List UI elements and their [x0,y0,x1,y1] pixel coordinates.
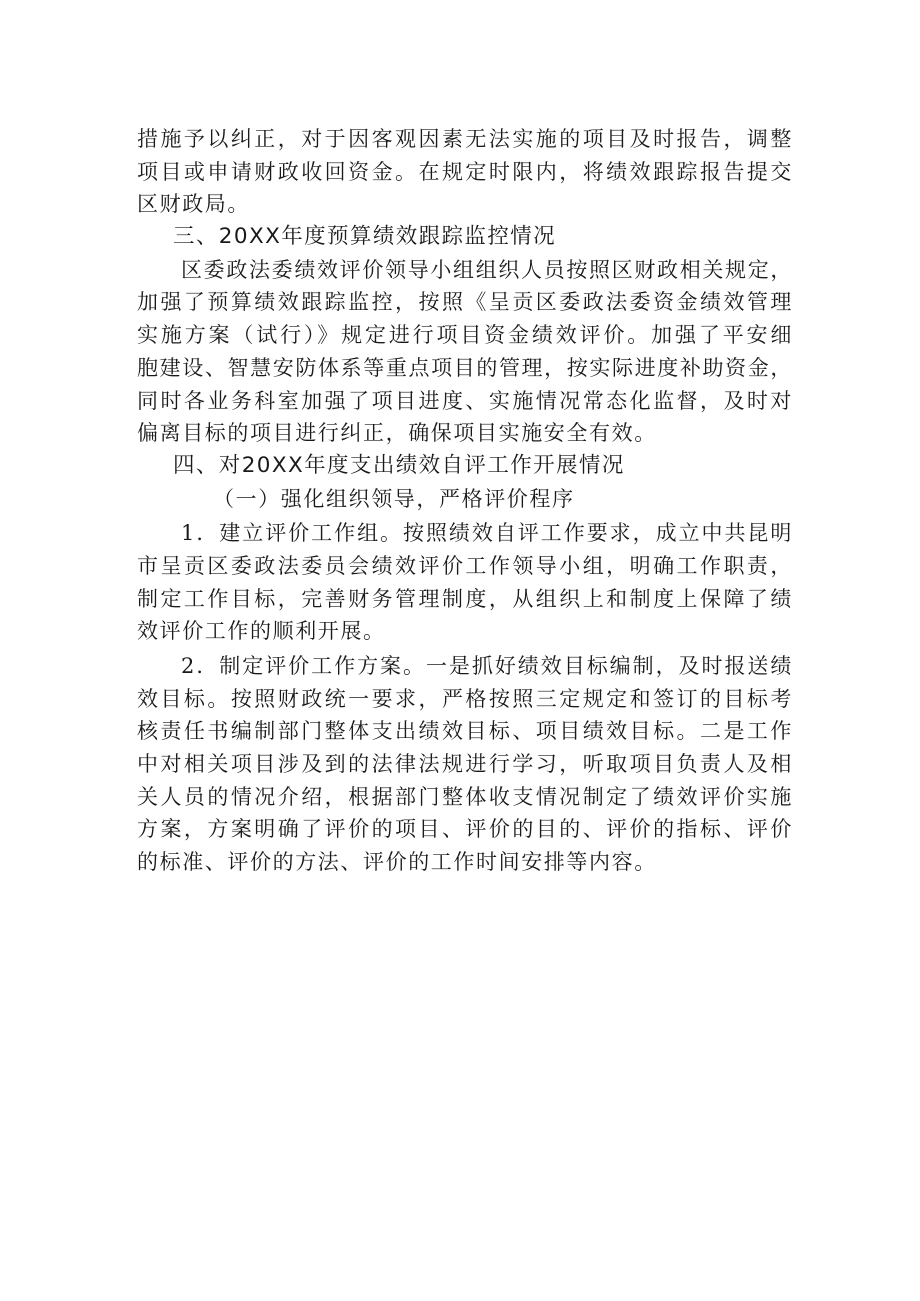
paragraph-line: 效目标。按照财政统一要求，严格按照三定规定和签订的目标考 [137,686,793,711]
paragraph-line: 措施予以纠正，对于因客观因素无法实施的项目及时报告，调整 [137,127,793,151]
paragraph-line: 2．制定评价工作方案。一是抓好绩效目标编制，及时报送绩 [181,654,793,678]
paragraph-line: 偏离目标的项目进行纠正，确保项目实施安全有效。 [137,421,657,446]
paragraph-continuation [137,123,793,221]
paragraph-line: 效评价工作的顺利开展。 [137,619,386,644]
paragraph-line: 制定工作目标，完善财务管理制度，从组织上和制度上保障了绩 [137,586,793,611]
subsection-heading-1: （一）强化组织领导，严格评价程序 [213,486,575,511]
paragraph-line: 核责任书编制部门整体支出绩效目标、项目绩效目标。二是工作 [137,719,793,744]
paragraph-line: 方案，方案明确了评价的项目、评价的目的、评价的指标、评价 [137,817,793,842]
paragraph-line: 区财政局。 [137,192,250,217]
paragraph-line: 胞建设、智慧安防体系等重点项目的管理，按实际进度补助资金， [137,355,793,380]
paragraph-line: 加强了预算绩效跟踪监控，按照《呈贡区委政法委资金绩效管理 [137,290,793,315]
paragraph-line: 1．建立评价工作组。按照绩效自评工作要求，成立中共昆明 [181,521,793,546]
paragraph-line: 市呈贡区委政法委员会绩效评价工作领导小组，明确工作职责， [137,553,793,578]
paragraph-line: 同时各业务科室加强了项目进度、实施情况常态化监督，及时对 [137,388,793,413]
paragraph-line: 区委政法委绩效评价领导小组组织人员按照区财政相关规定， [181,257,793,282]
paragraph-line: 项目或申请财政收回资金。在规定时限内，将绩效跟踪报告提交 [137,159,793,184]
paragraph-item-2 [137,650,793,879]
paragraph-budget-monitoring [137,254,793,450]
paragraph-line: 中对相关项目涉及到的法律法规进行学习，听取项目负责人及相 [137,752,793,777]
paragraph-line: 的标准、评价的方法、评价的工作时间安排等内容。 [137,850,657,875]
paragraph-line: 实施方案（试行）》规定进行项目资金绩效评价。加强了平安细 [137,323,793,348]
paragraph-line: 关人员的情况介绍，根据部门整体收支情况制定了绩效评价实施 [137,784,793,809]
section-heading-3: 三、20XX年度预算绩效跟踪监控情况 [173,224,557,250]
paragraph-item-1 [137,517,793,648]
section-heading-4: 四、对20XX年度支出绩效自评工作开展情况 [173,452,625,478]
document-body [137,123,793,879]
